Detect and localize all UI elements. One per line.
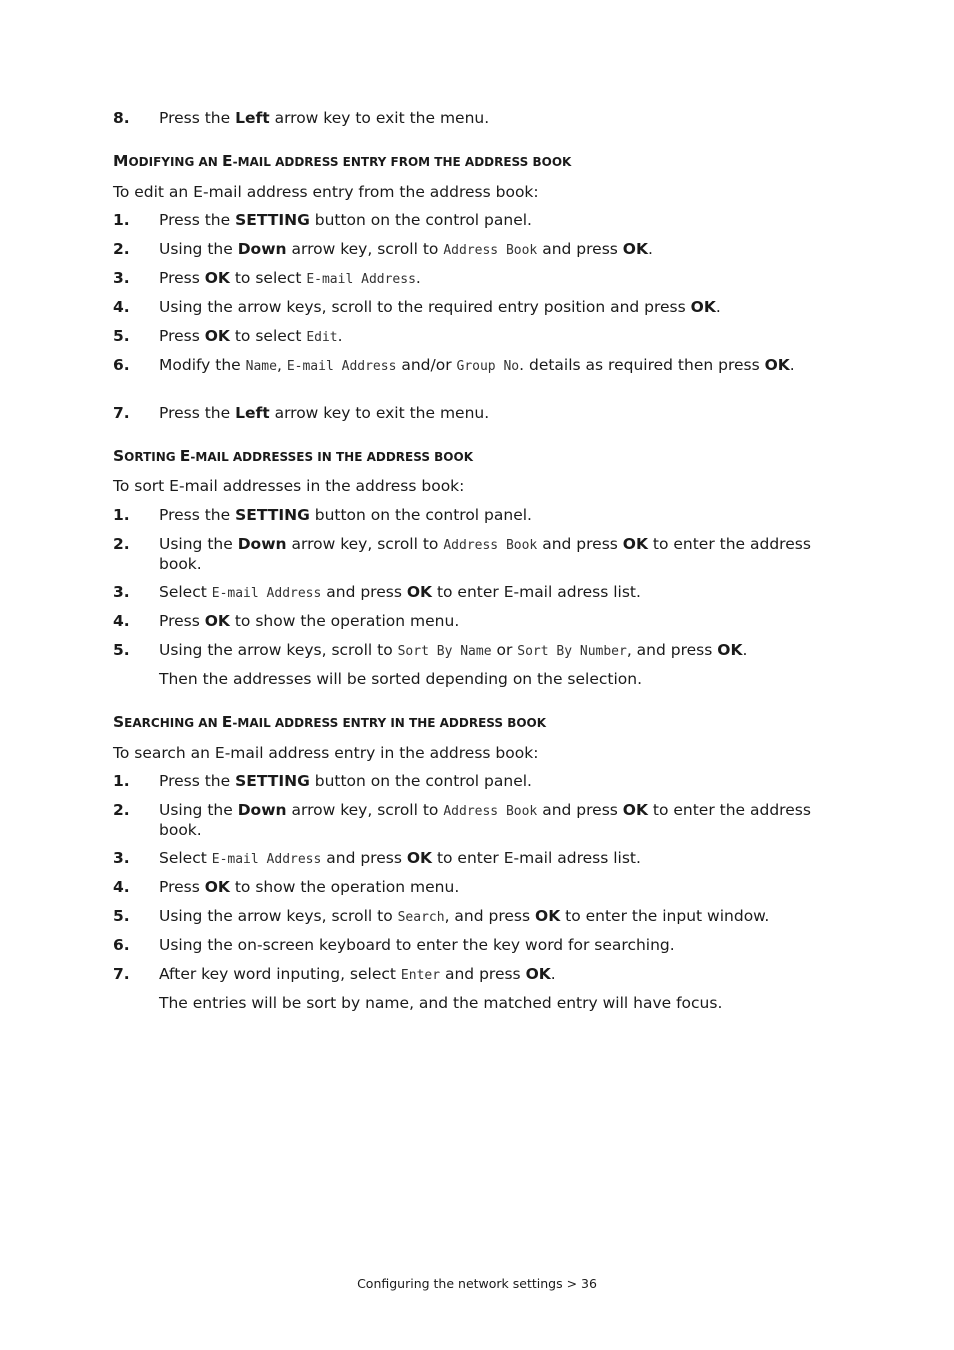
step-number: 1.: [113, 506, 130, 524]
page-footer: Configuring the network settings > 36: [357, 1276, 597, 1291]
step-text: Press OK to show the operation menu.: [159, 612, 460, 630]
step-text: Press OK to select E-mail Address.: [159, 269, 421, 287]
step-number: 4.: [113, 612, 130, 630]
step-text: Using the on-screen keyboard to enter the key word for searching.: [159, 936, 675, 954]
step-text: Using the arrow keys, scroll to Sort By Name or Sort By Number, and press OK.: [159, 641, 748, 659]
step-number: 2.: [113, 801, 130, 819]
step-text: Using the arrow keys, scroll to the required entry position and press OK.: [159, 298, 721, 316]
step-text: Press the SETTING button on the control panel.: [159, 211, 532, 229]
step-text: Select E-mail Address and press OK to enter E-mail adress list.: [159, 849, 641, 867]
step-number: 2.: [113, 240, 130, 258]
step-number: 3.: [113, 583, 130, 601]
step-text: Press the SETTING button on the control panel.: [159, 772, 532, 790]
step-number: 5.: [113, 327, 130, 345]
step-text: Using the Down arrow key, scroll to Address Book and press OK.: [159, 240, 653, 258]
step-text: Press OK to select Edit.: [159, 327, 343, 345]
step-text: Press the Left arrow key to exit the menu.: [159, 404, 490, 422]
step-text: Select E-mail Address and press OK to enter E-mail adress list.: [159, 583, 641, 601]
section-heading-search: SEARCHING AN E-MAIL ADDRESS ENTRY IN THE ADDRESS BOOK: [113, 713, 547, 731]
step-number: 8.: [113, 109, 130, 127]
step-text: Press OK to show the operation menu.: [159, 878, 460, 896]
step-number: 5.: [113, 907, 130, 925]
step-text: After key word inputing, select Enter and press OK.: [159, 965, 556, 983]
step-number: 4.: [113, 298, 130, 316]
step-number: 3.: [113, 269, 130, 287]
section-heading-sort: SORTING E-MAIL ADDRESSES IN THE ADDRESS BOOK: [113, 447, 474, 465]
step-text: Using the arrow keys, scroll to Search, and press OK to enter the input window.: [159, 907, 770, 925]
step-number: 3.: [113, 849, 130, 867]
step-text: Press the SETTING button on the control panel.: [159, 506, 532, 524]
section-heading-modify: MODIFYING AN E-MAIL ADDRESS ENTRY FROM THE ADDRESS BOOK: [113, 152, 572, 170]
step-number: 2.: [113, 535, 130, 553]
step-number: 1.: [113, 211, 130, 229]
step-text: Using the Down arrow key, scroll to Address Book and press OK to enter the address book.: [159, 535, 811, 573]
step-number: 6.: [113, 936, 130, 954]
step-note: The entries will be sort by name, and the matched entry will have focus.: [159, 994, 723, 1012]
step-number: 5.: [113, 641, 130, 659]
step-number: 4.: [113, 878, 130, 896]
step-text: Press the Left arrow key to exit the menu.: [159, 109, 490, 127]
step-note: Then the addresses will be sorted depending on the selection.: [159, 670, 643, 688]
step-number: 6.: [113, 356, 130, 374]
step-text: Modify the Name, E-mail Address and/or Group No. details as required then press OK.: [159, 356, 795, 374]
step-number: 7.: [113, 404, 130, 422]
step-number: 1.: [113, 772, 130, 790]
section-intro: To sort E-mail addresses in the address book:: [113, 477, 465, 495]
step-number: 7.: [113, 965, 130, 983]
step-text: Using the Down arrow key, scroll to Address Book and press OK to enter the address book.: [159, 801, 811, 839]
section-intro: To edit an E-mail address entry from the address book:: [113, 183, 539, 201]
section-intro: To search an E-mail address entry in the address book:: [113, 744, 539, 762]
